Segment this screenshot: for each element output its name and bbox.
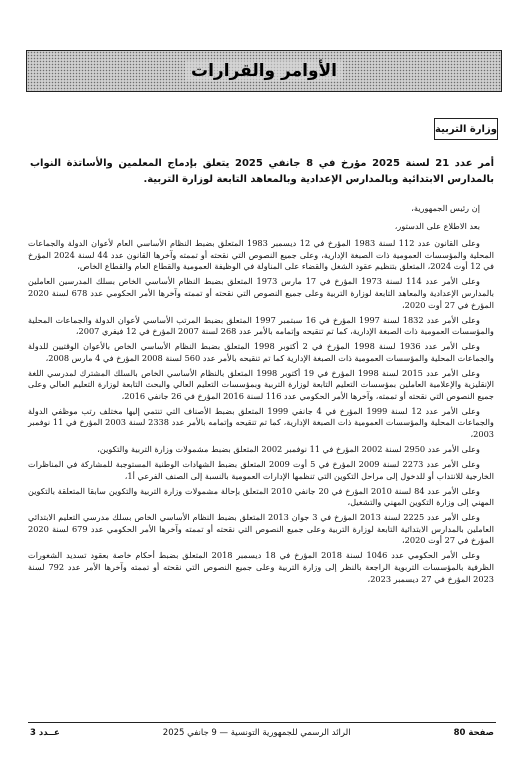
paragraph-text: وعلى الأمر عدد 2225 لسنة 2013 المؤرخ في 3 جوان 2013 المتعلق بضبط النظام الأساسي الخاص بسلك مدرسي التعليم الابتدائي العاملين بالمدارس الابتدائية التابعة لوزارة التربية وعلى جميع النصوص التي نقحته أو تممته وآخرها الأمر الحكومي عدد 679 لسنة 2020 المؤرخ في 27 أوت 2020، (28, 512, 494, 546)
decree-body (28, 203, 494, 589)
page-footer (30, 728, 494, 738)
paragraph-constitution (28, 221, 494, 233)
footer-page-number: صفحة 80 (453, 728, 494, 738)
paragraph-text: بعد الاطلاع على الدستور، (394, 220, 480, 231)
paragraph (28, 459, 494, 482)
paragraph (28, 444, 494, 456)
paragraph (28, 315, 494, 338)
paragraph-text: إن رئيس الجمهورية، (411, 203, 480, 213)
paragraph (28, 276, 494, 311)
paragraph-text: وعلى الأمر عدد 1936 لسنة 1998 المؤرخ في 2 أكتوبر 1998 المتعلق بضبط النظام الأساسي الخاص بالأعوان الوقتيين للدولة والجماعات المحلية والمؤسسات العمومية ذات الصبغة الإدارية كما تم تنقيحه بالأمر عدد 560 لسنة 2008 المؤرخ في 4 مارس 2008، (28, 341, 494, 363)
section-title: الأوامر والقرارات (185, 61, 343, 81)
paragraph (28, 512, 494, 547)
paragraph-text: وعلى القانون عدد 112 لسنة 1983 المؤرخ في 12 ديسمبر 1983 المتعلق بضبط النظام الأساسي العام لأعوان الدولة والجماعات المحلية والمؤسسات العمومية ذات الصبغة الإدارية، وعلى جميع النصوص التي نقحته أو تممته وآخرها القانون عدد 44 لسنة 2024 المؤرخ في 12 أوت 2024، المتعلق بتنظيم عقود الشغل والقضاء على المناولة في الوظيفة العمومية والقطاع العام والقطاع الخاص، (28, 238, 495, 272)
paragraph-text: وعلى الأمر عدد 2015 لسنة 1998 المؤرخ في 19 أكتوبر 1998 المتعلق بالنظام الأساسي الخاص بالسلك المشترك لمدرسي اللغة الإنقليزية والإعلامية العاملين بمؤسسات التعليم التابعة لوزارة التربية وبمؤسسات التعليم العالي والبحث التابعة لوزارة التعليم العالي وعلى جميع النصوص التي نقحته أو تممته، وآخرها الأمر الحكومي عدد 116 لسنة 2016 المؤرخ في 26 جانفي 2016، (28, 367, 494, 401)
paragraph (28, 341, 494, 364)
paragraph-text: وعلى الأمر عدد 2273 لسنة 2009 المؤرخ في 5 أوت 2009 المتعلق بضبط الشهادات الوطنية المستوجبة للمشاركة في المناظرات الخارجية للانتداب أو للدخول إلى مراحل التكوين التي تنظمها الإدارات العمومية بالنسبة إلى الصنف الفرعي أ1، (28, 459, 494, 481)
paragraph-text: وعلى الأمر عدد 2950 لسنة 2002 المؤرخ في 11 نوفمبر 2002 المتعلق بضبط مشمولات وزارة التربية والتكوين، (97, 444, 480, 455)
paragraph-text: وعلى الأمر الحكومي عدد 1046 لسنة 2018 المؤرخ في 18 ديسمبر 2018 المتعلق بضبط أحكام خاصة بعقود تسديد الشغورات الظرفية بالمؤسسات التربوية الراجعة بالنظر إلى وزارة التربية وعلى جميع النصوص التي نقحته أو تممته وآخرها الأمر عدد 792 لسنة 2023 المؤرخ في 27 ديسمبر 2023، (28, 550, 494, 584)
paragraph (28, 406, 494, 441)
footer-journal-title: الرائد الرسمي للجمهورية التونسية — 9 جانفي 2025 (162, 728, 351, 738)
paragraph (28, 486, 494, 509)
decree-heading: أمر عدد 21 لسنة 2025 مؤرخ في 8 جانفي 2025 يتعلق بإدماج المعلمين والأساتذة النواب بالمدارس الابتدائية وبالمدارس الإعدادية وبالمعاهد التابعة لوزارة التربية. (30, 158, 494, 185)
footer-divider (28, 722, 496, 723)
paragraph-text: وعلى الأمر عدد 1832 لسنة 1997 المؤرخ في 16 سبتمبر 1997 المتعلق بضبط المرتب الأساسي لأعوان الدولة والجماعات المحلية والمؤسسات العمومية ذات الصبغة الإدارية، كما تم تنقيحه وإتمامه بالأمر عدد 268 لسنة 2007 المؤرخ في 12 فيفري 2007، (28, 314, 494, 337)
ministry-label: وزارة التربية (434, 118, 498, 140)
paragraph-text: وعلى الأمر عدد 12 لسنة 1999 المؤرخ في 4 جانفي 1999 المتعلق بضبط الأصناف التي تنتمي إليها مختلف رتب موظفي الدولة والجماعات المحلية والمؤسسات العمومية ذات الصبغة الإدارية، كما تم تنقيحه وإتمامه بالأمر عدد 2338 لسنة 2003 المؤرخ في 11 نوفمبر 2003، (28, 405, 494, 440)
section-banner (26, 50, 502, 92)
paragraph-text: وعلى الأمر عدد 114 لسنة 1973 المؤرخ في 17 مارس 1973 المتعلق بضبط النظام الأساسي الخاص بسلك المدرسين العاملين بالمدارس الإعدادية والمعاهد التابعة لوزارة التربية وعلى جميع النصوص التي نقحته أو تممته وآخرها الأمر الحكومي عدد 678 لسنة 2020 المؤرخ في 27 أوت 2020، (28, 276, 494, 310)
paragraph (28, 550, 494, 585)
paragraph (28, 368, 494, 403)
paragraph-president (28, 203, 494, 215)
footer-issue-number: عــدد 3 (30, 728, 60, 738)
paragraph-text: وعلى الأمر عدد 84 لسنة 2010 المؤرخ في 20 جانفي 2010 المتعلق بإحالة مشمولات وزارة التربية والتكوين سابقا المتعلقة بالتكوين المهني إلى وزارة التكوين المهني والتشغيل، (28, 485, 494, 508)
paragraph (28, 238, 494, 273)
